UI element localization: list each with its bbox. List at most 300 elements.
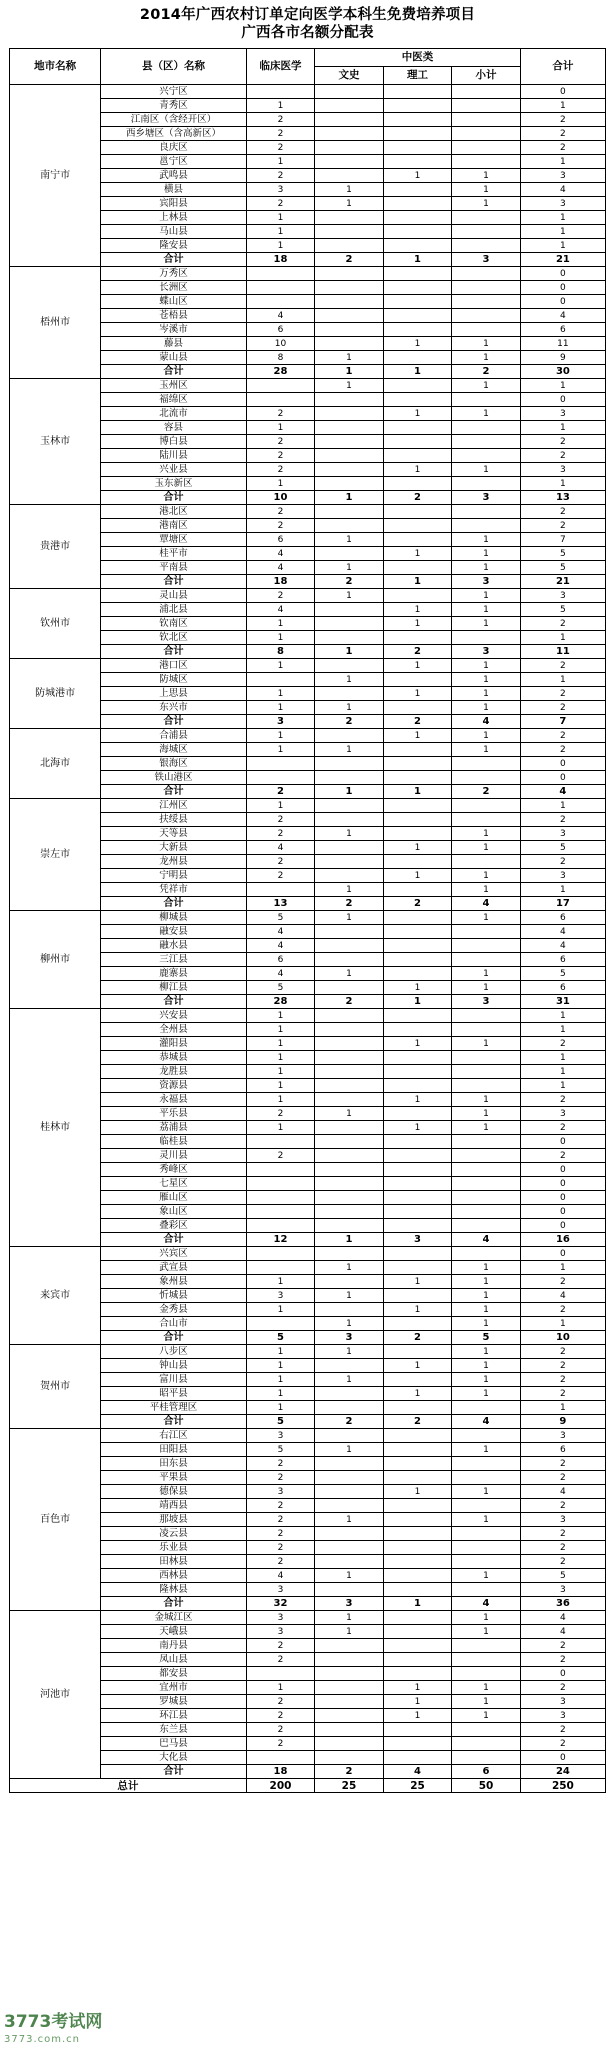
- value-cell-ligong: [383, 1499, 452, 1513]
- value-cell-clinical: 4: [246, 925, 315, 939]
- value-cell-subtotal: 1: [452, 533, 521, 547]
- value-cell-wenshi: [315, 1751, 384, 1765]
- value-cell-total: 2: [520, 1471, 605, 1485]
- value-cell-ligong: [383, 1177, 452, 1191]
- subtotal-cell-clinical: 32: [246, 1597, 315, 1611]
- city-name-cell: 崇左市: [10, 799, 101, 911]
- table-row: [10, 799, 606, 813]
- value-cell-wenshi: [315, 1009, 384, 1023]
- value-cell-wenshi: 1: [315, 1443, 384, 1457]
- value-cell-subtotal: [452, 281, 521, 295]
- value-cell-wenshi: 1: [315, 701, 384, 715]
- value-cell-wenshi: 1: [315, 561, 384, 575]
- value-cell-wenshi: 1: [315, 1611, 384, 1625]
- value-cell-clinical: 3: [246, 1485, 315, 1499]
- value-cell-clinical: 2: [246, 1541, 315, 1555]
- value-cell-clinical: 1: [246, 743, 315, 757]
- value-cell-clinical: [246, 1667, 315, 1681]
- subtotal-cell-clinical: 5: [246, 1331, 315, 1345]
- table-row: [10, 85, 606, 99]
- county-name-cell: 江州区: [101, 799, 246, 813]
- value-cell-total: 2: [520, 113, 605, 127]
- subtotal-cell-total: 4: [520, 785, 605, 799]
- county-name-cell: 龙胜县: [101, 1065, 246, 1079]
- value-cell-ligong: 1: [383, 337, 452, 351]
- subtotal-cell-ligong: 4: [383, 1765, 452, 1779]
- value-cell-wenshi: [315, 505, 384, 519]
- value-cell-wenshi: [315, 547, 384, 561]
- county-name-cell: 右江区: [101, 1429, 246, 1443]
- value-cell-wenshi: [315, 113, 384, 127]
- subtotal-cell-ligong: 1: [383, 995, 452, 1009]
- subtotal-cell-ligong: 2: [383, 491, 452, 505]
- value-cell-clinical: [246, 1135, 315, 1149]
- value-cell-clinical: 2: [246, 1709, 315, 1723]
- value-cell-subtotal: 1: [452, 1373, 521, 1387]
- value-cell-ligong: [383, 1471, 452, 1485]
- county-name-cell: 海城区: [101, 743, 246, 757]
- value-cell-wenshi: [315, 1667, 384, 1681]
- value-cell-clinical: 1: [246, 687, 315, 701]
- value-cell-ligong: [383, 1527, 452, 1541]
- value-cell-ligong: [383, 393, 452, 407]
- value-cell-total: 3: [520, 197, 605, 211]
- value-cell-ligong: 1: [383, 617, 452, 631]
- value-cell-total: 4: [520, 183, 605, 197]
- value-cell-total: 2: [520, 1653, 605, 1667]
- value-cell-clinical: 2: [246, 1723, 315, 1737]
- value-cell-wenshi: [315, 1163, 384, 1177]
- col-header-wenshi: 文史: [315, 67, 384, 85]
- table-row: [10, 911, 606, 925]
- subtotal-cell-ligong: 2: [383, 897, 452, 911]
- value-cell-wenshi: [315, 855, 384, 869]
- subtotal-label-cell: 合计: [101, 365, 246, 379]
- county-name-cell: 柳城县: [101, 911, 246, 925]
- city-name-cell: 百色市: [10, 1429, 101, 1611]
- value-cell-wenshi: [315, 141, 384, 155]
- value-cell-wenshi: [315, 659, 384, 673]
- county-name-cell: 那坡县: [101, 1513, 246, 1527]
- value-cell-clinical: 2: [246, 1457, 315, 1471]
- value-cell-subtotal: 1: [452, 603, 521, 617]
- city-name-cell: 桂林市: [10, 1009, 101, 1247]
- value-cell-clinical: 2: [246, 435, 315, 449]
- value-cell-ligong: [383, 1345, 452, 1359]
- value-cell-wenshi: [315, 1555, 384, 1569]
- table-head: [10, 49, 606, 85]
- value-cell-ligong: [383, 925, 452, 939]
- value-cell-total: 7: [520, 533, 605, 547]
- city-name-cell: 钦州市: [10, 589, 101, 659]
- county-name-cell: 良庆区: [101, 141, 246, 155]
- value-cell-clinical: 4: [246, 939, 315, 953]
- value-cell-wenshi: [315, 323, 384, 337]
- table-row: [10, 1611, 606, 1625]
- subtotal-label-cell: 合计: [101, 1765, 246, 1779]
- value-cell-clinical: 2: [246, 1471, 315, 1485]
- grand-total-row: [10, 1779, 606, 1793]
- value-cell-total: 0: [520, 1135, 605, 1149]
- value-cell-total: 0: [520, 85, 605, 99]
- value-cell-subtotal: [452, 855, 521, 869]
- col-header-city: 地市名称: [10, 49, 101, 85]
- value-cell-wenshi: 1: [315, 533, 384, 547]
- value-cell-total: 4: [520, 1289, 605, 1303]
- table-row: [10, 729, 606, 743]
- value-cell-subtotal: [452, 421, 521, 435]
- value-cell-total: 5: [520, 967, 605, 981]
- value-cell-total: 5: [520, 841, 605, 855]
- value-cell-wenshi: [315, 1457, 384, 1471]
- value-cell-total: 2: [520, 1639, 605, 1653]
- value-cell-ligong: [383, 1107, 452, 1121]
- value-cell-subtotal: [452, 771, 521, 785]
- value-cell-ligong: [383, 267, 452, 281]
- value-cell-clinical: [246, 1205, 315, 1219]
- value-cell-total: 2: [520, 1093, 605, 1107]
- value-cell-total: 2: [520, 1737, 605, 1751]
- value-cell-subtotal: [452, 1541, 521, 1555]
- value-cell-wenshi: [315, 953, 384, 967]
- value-cell-wenshi: [315, 267, 384, 281]
- value-cell-clinical: 1: [246, 1037, 315, 1051]
- value-cell-total: 1: [520, 1023, 605, 1037]
- county-name-cell: 宾阳县: [101, 197, 246, 211]
- value-cell-total: 1: [520, 631, 605, 645]
- value-cell-ligong: [383, 1065, 452, 1079]
- value-cell-subtotal: 1: [452, 743, 521, 757]
- value-cell-subtotal: [452, 449, 521, 463]
- county-name-cell: 万秀区: [101, 267, 246, 281]
- value-cell-subtotal: 1: [452, 617, 521, 631]
- city-name-cell: 南宁市: [10, 85, 101, 267]
- value-cell-ligong: 1: [383, 407, 452, 421]
- value-cell-clinical: [246, 673, 315, 687]
- value-cell-subtotal: 1: [452, 1625, 521, 1639]
- value-cell-wenshi: [315, 939, 384, 953]
- value-cell-wenshi: [315, 1023, 384, 1037]
- value-cell-wenshi: 1: [315, 197, 384, 211]
- value-cell-ligong: [383, 477, 452, 491]
- city-name-cell: 来宾市: [10, 1247, 101, 1345]
- value-cell-ligong: [383, 1051, 452, 1065]
- value-cell-ligong: 1: [383, 1121, 452, 1135]
- county-name-cell: 玉州区: [101, 379, 246, 393]
- value-cell-ligong: [383, 1513, 452, 1527]
- subtotal-cell-ligong: 1: [383, 253, 452, 267]
- value-cell-total: 2: [520, 1499, 605, 1513]
- value-cell-subtotal: 1: [452, 351, 521, 365]
- subtotal-cell-total: 31: [520, 995, 605, 1009]
- value-cell-total: 1: [520, 155, 605, 169]
- county-name-cell: 北流市: [101, 407, 246, 421]
- value-cell-subtotal: 1: [452, 379, 521, 393]
- value-cell-subtotal: [452, 505, 521, 519]
- value-cell-clinical: 1: [246, 1023, 315, 1037]
- value-cell-wenshi: [315, 1177, 384, 1191]
- value-cell-total: 4: [520, 1611, 605, 1625]
- subtotal-cell-total: 16: [520, 1233, 605, 1247]
- subtotal-cell-clinical: 12: [246, 1233, 315, 1247]
- value-cell-subtotal: 1: [452, 1387, 521, 1401]
- subtotal-label-cell: 合计: [101, 1233, 246, 1247]
- value-cell-ligong: 1: [383, 1275, 452, 1289]
- city-name-cell: 梧州市: [10, 267, 101, 379]
- county-name-cell: 隆安县: [101, 239, 246, 253]
- value-cell-subtotal: 1: [452, 1317, 521, 1331]
- value-cell-total: 0: [520, 295, 605, 309]
- value-cell-subtotal: 1: [452, 1681, 521, 1695]
- value-cell-total: 2: [520, 1723, 605, 1737]
- value-cell-wenshi: [315, 1709, 384, 1723]
- subtotal-cell-wenshi: 1: [315, 785, 384, 799]
- value-cell-subtotal: 1: [452, 1443, 521, 1457]
- value-cell-subtotal: 1: [452, 841, 521, 855]
- value-cell-clinical: [246, 1317, 315, 1331]
- county-name-cell: 秀峰区: [101, 1163, 246, 1177]
- value-cell-total: 1: [520, 673, 605, 687]
- value-cell-subtotal: [452, 1723, 521, 1737]
- value-cell-total: 2: [520, 617, 605, 631]
- value-cell-clinical: 4: [246, 547, 315, 561]
- value-cell-subtotal: 1: [452, 1121, 521, 1135]
- subtotal-cell-wenshi: 1: [315, 365, 384, 379]
- value-cell-subtotal: 1: [452, 1303, 521, 1317]
- value-cell-total: 2: [520, 1121, 605, 1135]
- county-name-cell: 港南区: [101, 519, 246, 533]
- county-name-cell: 长洲区: [101, 281, 246, 295]
- value-cell-clinical: 4: [246, 309, 315, 323]
- value-cell-ligong: 1: [383, 603, 452, 617]
- value-cell-ligong: 1: [383, 463, 452, 477]
- value-cell-ligong: 1: [383, 1681, 452, 1695]
- page-title-line-1: 2014年广西农村订单定向医学本科生免费培养项目: [139, 7, 476, 23]
- value-cell-total: 2: [520, 505, 605, 519]
- grand-total-cell-subtotal: 50: [452, 1779, 521, 1793]
- value-cell-total: 3: [520, 827, 605, 841]
- value-cell-total: 3: [520, 869, 605, 883]
- value-cell-wenshi: [315, 1093, 384, 1107]
- value-cell-subtotal: 1: [452, 169, 521, 183]
- value-cell-subtotal: [452, 309, 521, 323]
- subtotal-cell-clinical: 28: [246, 995, 315, 1009]
- value-cell-wenshi: 1: [315, 1373, 384, 1387]
- value-cell-clinical: [246, 1177, 315, 1191]
- value-cell-clinical: 2: [246, 463, 315, 477]
- value-cell-ligong: [383, 127, 452, 141]
- value-cell-subtotal: [452, 813, 521, 827]
- value-cell-subtotal: [452, 1499, 521, 1513]
- col-header-ligong: 理工: [383, 67, 452, 85]
- value-cell-ligong: [383, 1289, 452, 1303]
- value-cell-ligong: [383, 239, 452, 253]
- value-cell-wenshi: [315, 1135, 384, 1149]
- value-cell-wenshi: 1: [315, 743, 384, 757]
- subtotal-cell-wenshi: 2: [315, 897, 384, 911]
- subtotal-cell-clinical: 18: [246, 575, 315, 589]
- grand-total-cell-clinical: 200: [246, 1779, 315, 1793]
- value-cell-clinical: 6: [246, 323, 315, 337]
- value-cell-total: 0: [520, 1219, 605, 1233]
- value-cell-ligong: [383, 561, 452, 575]
- value-cell-clinical: 1: [246, 1065, 315, 1079]
- value-cell-clinical: 1: [246, 1387, 315, 1401]
- value-cell-total: 4: [520, 1625, 605, 1639]
- value-cell-total: 4: [520, 1485, 605, 1499]
- grand-total-cell-total: 250: [520, 1779, 605, 1793]
- value-cell-ligong: [383, 631, 452, 645]
- value-cell-ligong: [383, 1429, 452, 1443]
- subtotal-cell-total: 24: [520, 1765, 605, 1779]
- value-cell-ligong: [383, 211, 452, 225]
- county-name-cell: 天峨县: [101, 1625, 246, 1639]
- county-name-cell: 恭城县: [101, 1051, 246, 1065]
- subtotal-cell-clinical: 3: [246, 715, 315, 729]
- value-cell-wenshi: [315, 1737, 384, 1751]
- value-cell-total: 9: [520, 351, 605, 365]
- value-cell-ligong: [383, 1163, 452, 1177]
- value-cell-subtotal: [452, 1163, 521, 1177]
- value-cell-subtotal: [452, 1009, 521, 1023]
- value-cell-total: 2: [520, 519, 605, 533]
- county-name-cell: 凭祥市: [101, 883, 246, 897]
- value-cell-wenshi: [315, 1219, 384, 1233]
- subtotal-cell-subtotal: 4: [452, 1415, 521, 1429]
- value-cell-ligong: [383, 1009, 452, 1023]
- value-cell-clinical: 1: [246, 225, 315, 239]
- value-cell-total: 1: [520, 1065, 605, 1079]
- value-cell-total: 0: [520, 393, 605, 407]
- value-cell-clinical: [246, 267, 315, 281]
- value-cell-ligong: [383, 743, 452, 757]
- subtotal-label-cell: 合计: [101, 645, 246, 659]
- county-name-cell: 田东县: [101, 1457, 246, 1471]
- subtotal-cell-subtotal: 4: [452, 897, 521, 911]
- value-cell-subtotal: 1: [452, 911, 521, 925]
- value-cell-wenshi: [315, 1037, 384, 1051]
- county-name-cell: 巴马县: [101, 1737, 246, 1751]
- value-cell-wenshi: 1: [315, 1317, 384, 1331]
- value-cell-wenshi: [315, 1065, 384, 1079]
- value-cell-ligong: [383, 1639, 452, 1653]
- value-cell-ligong: [383, 589, 452, 603]
- value-cell-ligong: [383, 295, 452, 309]
- value-cell-wenshi: [315, 1121, 384, 1135]
- grand-total-cell-wenshi: 25: [315, 1779, 384, 1793]
- value-cell-total: 4: [520, 939, 605, 953]
- value-cell-total: 2: [520, 1555, 605, 1569]
- value-cell-wenshi: [315, 925, 384, 939]
- watermark-line-2: 3773.com.cn: [4, 2034, 80, 2045]
- value-cell-ligong: [383, 1023, 452, 1037]
- subtotal-cell-subtotal: 5: [452, 1331, 521, 1345]
- value-cell-wenshi: [315, 281, 384, 295]
- value-cell-clinical: 3: [246, 1289, 315, 1303]
- value-cell-total: 2: [520, 729, 605, 743]
- table-row: [10, 659, 606, 673]
- value-cell-ligong: [383, 1583, 452, 1597]
- county-name-cell: 兴安县: [101, 1009, 246, 1023]
- value-cell-ligong: [383, 953, 452, 967]
- value-cell-subtotal: 1: [452, 407, 521, 421]
- value-cell-wenshi: [315, 1485, 384, 1499]
- value-cell-subtotal: [452, 1583, 521, 1597]
- value-cell-clinical: 1: [246, 1373, 315, 1387]
- value-cell-subtotal: [452, 1527, 521, 1541]
- value-cell-subtotal: 1: [452, 1037, 521, 1051]
- value-cell-subtotal: [452, 925, 521, 939]
- subtotal-cell-wenshi: 1: [315, 491, 384, 505]
- value-cell-ligong: 1: [383, 841, 452, 855]
- value-cell-subtotal: [452, 225, 521, 239]
- value-cell-clinical: 2: [246, 1737, 315, 1751]
- value-cell-wenshi: [315, 1051, 384, 1065]
- value-cell-ligong: [383, 1079, 452, 1093]
- value-cell-subtotal: [452, 1205, 521, 1219]
- value-cell-wenshi: [315, 1653, 384, 1667]
- value-cell-wenshi: [315, 1401, 384, 1415]
- value-cell-wenshi: [315, 421, 384, 435]
- county-name-cell: 宜州市: [101, 1681, 246, 1695]
- county-name-cell: 德保县: [101, 1485, 246, 1499]
- value-cell-total: 4: [520, 925, 605, 939]
- county-name-cell: 岑溪市: [101, 323, 246, 337]
- value-cell-ligong: [383, 1541, 452, 1555]
- value-cell-wenshi: 1: [315, 1107, 384, 1121]
- value-cell-total: 3: [520, 1513, 605, 1527]
- value-cell-total: 1: [520, 239, 605, 253]
- value-cell-total: 5: [520, 1569, 605, 1583]
- value-cell-total: 5: [520, 561, 605, 575]
- value-cell-subtotal: 1: [452, 589, 521, 603]
- value-cell-subtotal: 1: [452, 197, 521, 211]
- value-cell-wenshi: [315, 1247, 384, 1261]
- value-cell-wenshi: 1: [315, 911, 384, 925]
- value-cell-wenshi: [315, 687, 384, 701]
- value-cell-clinical: 1: [246, 1051, 315, 1065]
- value-cell-ligong: [383, 183, 452, 197]
- value-cell-total: 1: [520, 1079, 605, 1093]
- county-name-cell: 合山市: [101, 1317, 246, 1331]
- value-cell-clinical: 2: [246, 1149, 315, 1163]
- value-cell-subtotal: [452, 1737, 521, 1751]
- value-cell-subtotal: [452, 519, 521, 533]
- value-cell-subtotal: [452, 1177, 521, 1191]
- subtotal-label-cell: 合计: [101, 897, 246, 911]
- value-cell-total: 0: [520, 1177, 605, 1191]
- table-row: [10, 505, 606, 519]
- value-cell-total: 1: [520, 883, 605, 897]
- value-cell-total: 6: [520, 911, 605, 925]
- subtotal-cell-wenshi: 2: [315, 995, 384, 1009]
- value-cell-clinical: 4: [246, 967, 315, 981]
- value-cell-subtotal: 1: [452, 981, 521, 995]
- value-cell-ligong: 1: [383, 1387, 452, 1401]
- value-cell-wenshi: [315, 435, 384, 449]
- value-cell-clinical: 1: [246, 729, 315, 743]
- value-cell-clinical: 4: [246, 841, 315, 855]
- value-cell-ligong: [383, 99, 452, 113]
- value-cell-subtotal: [452, 155, 521, 169]
- grand-total-label-cell: 总计: [10, 1779, 247, 1793]
- value-cell-wenshi: [315, 813, 384, 827]
- subtotal-cell-clinical: 18: [246, 253, 315, 267]
- document-title-block: [0, 0, 615, 42]
- value-cell-clinical: 2: [246, 1639, 315, 1653]
- value-cell-clinical: 6: [246, 953, 315, 967]
- table-row: [10, 589, 606, 603]
